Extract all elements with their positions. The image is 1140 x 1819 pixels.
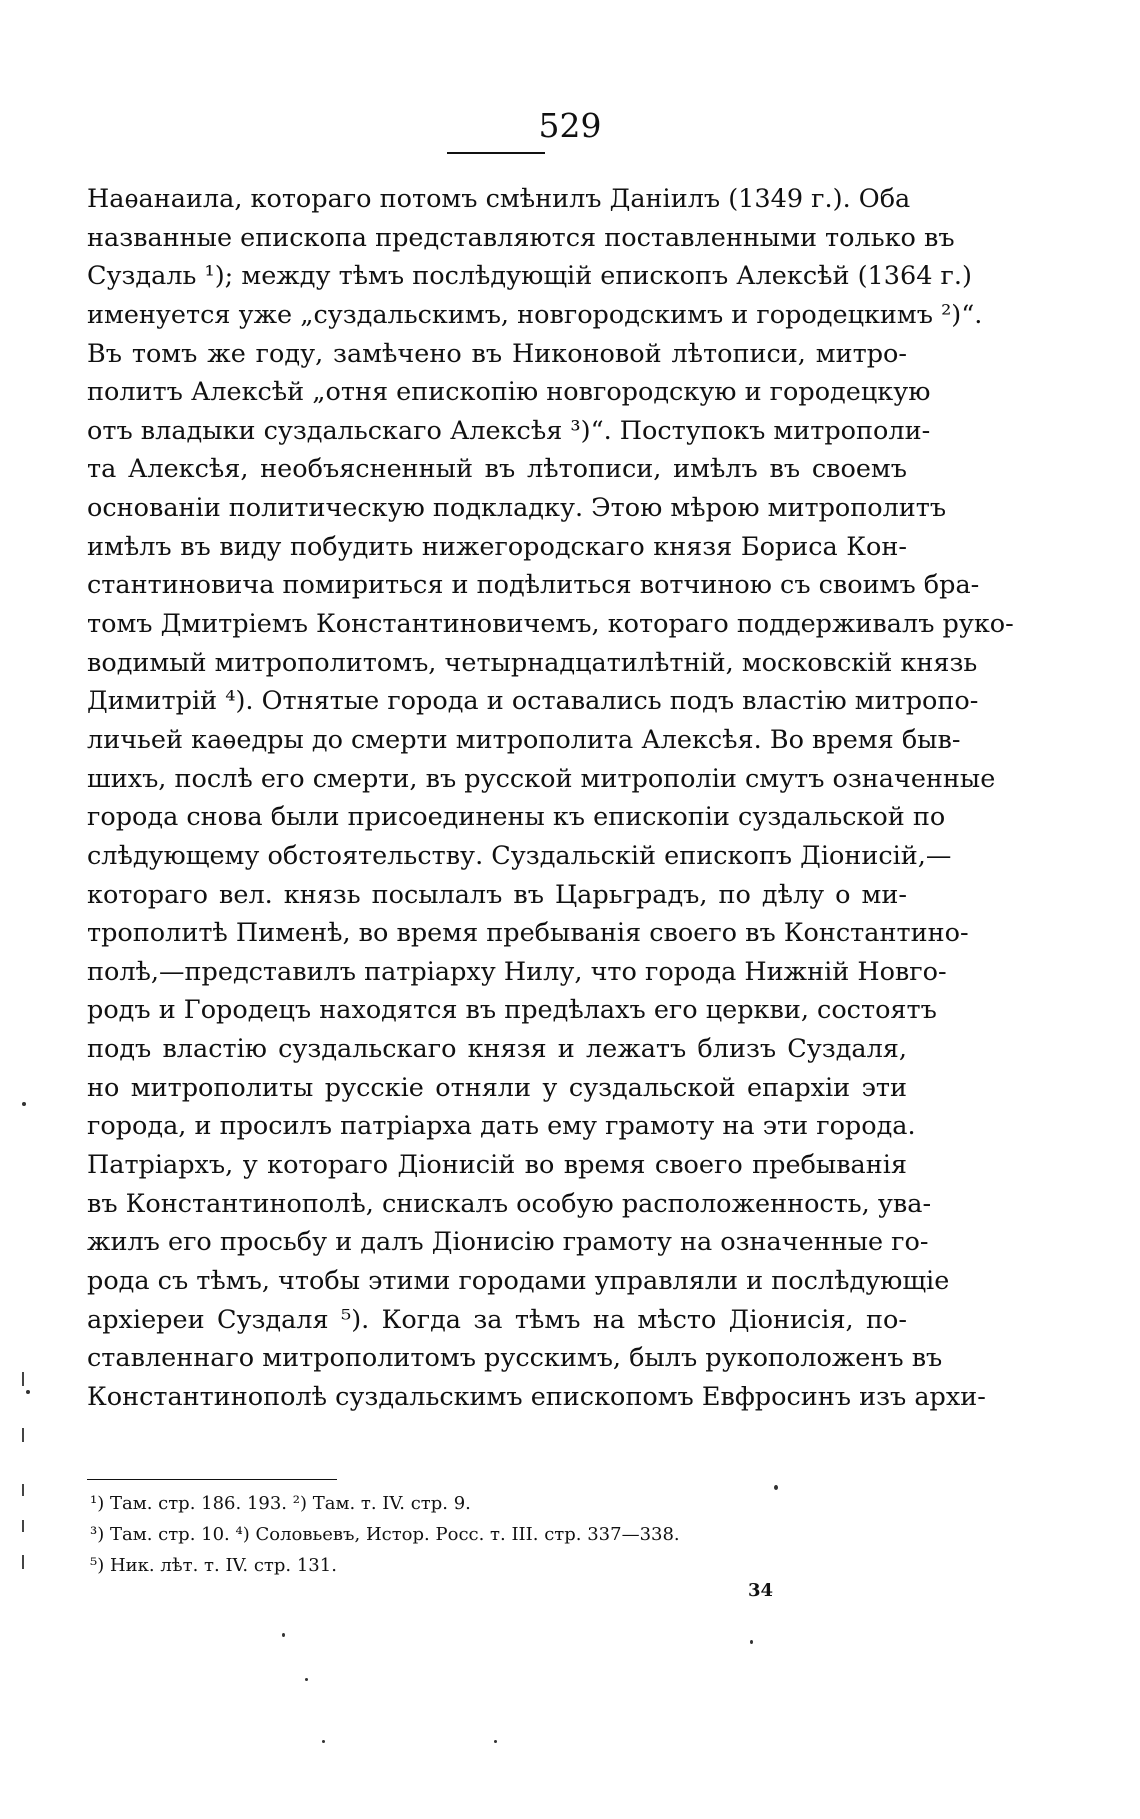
text-line: имѣлъ въ виду побудить нижегородскаго князя Бориса Кон- [87,531,907,562]
text-line: слѣдующему обстоятельству. Суздальскій епископъ Діонисій,— [87,840,952,871]
text-line: полѣ,—представилъ патріарху Нилу, что города Нижній Новго- [87,956,947,987]
footnote-rule [87,1479,337,1480]
text-line: Константинополѣ суздальскимъ епископомъ Евфросинъ изъ архи- [87,1381,986,1412]
text-line: города, и просилъ патріарха дать ему грамоту на эти города. [87,1111,916,1142]
text-line: стантиновича помириться и подѣлиться вотчиною съ своимъ бра- [87,570,980,601]
text-line: родъ и Городецъ находятся въ предѣлахъ его церкви, состоятъ [87,995,937,1026]
text-line: города снова были присоединены къ епископіи суздальской по [87,802,946,833]
scan-speck [322,1740,325,1743]
text-line: подъ властію суздальскаго князя и лежатъ близъ Суздаля, [87,1034,907,1065]
footnotes [90,1488,890,1581]
text-line: Димитрій ⁴). Отнятые города и оставались подъ властію митропо- [87,686,979,717]
text-line: трополитѣ Пименѣ, во время пребыванія своего въ Константино- [87,918,969,949]
text-line: рода съ тѣмъ, чтобы этими городами управляли и послѣдующіе [87,1265,950,1296]
scan-speck [26,1390,30,1394]
footnote: ³) Там. стр. 10. ⁴) Соловьевъ, Истор. Росс. т. III. стр. 337—338. [90,1524,680,1545]
footnote: ¹) Там. стр. 186. 193. ²) Там. т. IV. стр. 9. [90,1493,471,1514]
text-line: Наѳанаила, котораго потомъ смѣнилъ Даніилъ (1349 г.). Оба [87,184,911,214]
scan-mark [22,1484,24,1496]
text-line: Суздаль ¹); между тѣмъ послѣдующій епископъ Алексѣй (1364 г.) [87,261,972,292]
scan-speck [750,1640,753,1644]
scan-mark [22,1428,24,1442]
page-number-rule [447,152,545,154]
text-line: основаніи политическую подкладку. Этою мѣрою митрополитъ [87,493,947,524]
text-line: но митрополиты русскіе отняли у суздальской епархіи эти [87,1072,907,1103]
text-line: именуется уже „суздальскимъ, новгородскимъ и городецкимъ ²)“. [87,299,983,330]
text-line: котораго вел. князь посылалъ въ Царьградъ, по дѣлу о ми- [87,879,907,910]
scan-mark [22,1372,24,1386]
scan-mark [22,1520,24,1532]
text-line: ставленнаго митрополитомъ русскимъ, былъ рукоположенъ въ [87,1343,943,1374]
body-text [87,180,1014,1417]
scan-speck [305,1678,308,1681]
text-line: томъ Дмитріемъ Константиновичемъ, котораго поддерживалъ руко- [87,609,1014,640]
text-line: шихъ, послѣ его смерти, въ русской митрополіи смутъ означенные [87,763,996,794]
page-number: 529 [538,106,602,145]
text-line: архіереи Суздаля ⁵). Когда за тѣмъ на мѣсто Діонисія, по- [87,1304,907,1335]
text-line: Въ томъ же году, замѣчено въ Никоновой лѣтописи, митро- [87,338,907,369]
scan-mark [22,1555,24,1569]
text-line: та Алексѣя, необъясненный въ лѣтописи, имѣлъ въ своемъ [87,454,907,485]
footnote: ⁵) Ник. лѣт. т. IV. стр. 131. [90,1555,337,1576]
text-line: отъ владыки суздальскаго Алексѣя ³)“. Поступокъ митрополи- [87,415,931,446]
text-line: жилъ его просьбу и далъ Діонисію грамоту на означенные го- [87,1227,929,1258]
text-line: Патріархъ, у котораго Діонисій во время своего пребыванія [87,1150,907,1181]
text-line: названные епископа представляются поставленными только въ [87,222,955,253]
text-line: въ Константинополѣ, снискалъ особую расположенность, ува- [87,1188,932,1219]
scan-speck [282,1633,285,1637]
scan-speck [494,1740,497,1743]
signature-mark: 34 [748,1580,774,1601]
text-line: политъ Алексѣй „отня епископію новгородскую и городецкую [87,377,931,408]
scan-speck [22,1102,26,1106]
text-line: личьей каѳедры до смерти митрополита Алексѣя. Во время быв- [87,724,961,755]
text-line: водимый митрополитомъ, четырнадцатилѣтній, московскій князь [87,647,978,678]
scan-speck [774,1485,778,1490]
